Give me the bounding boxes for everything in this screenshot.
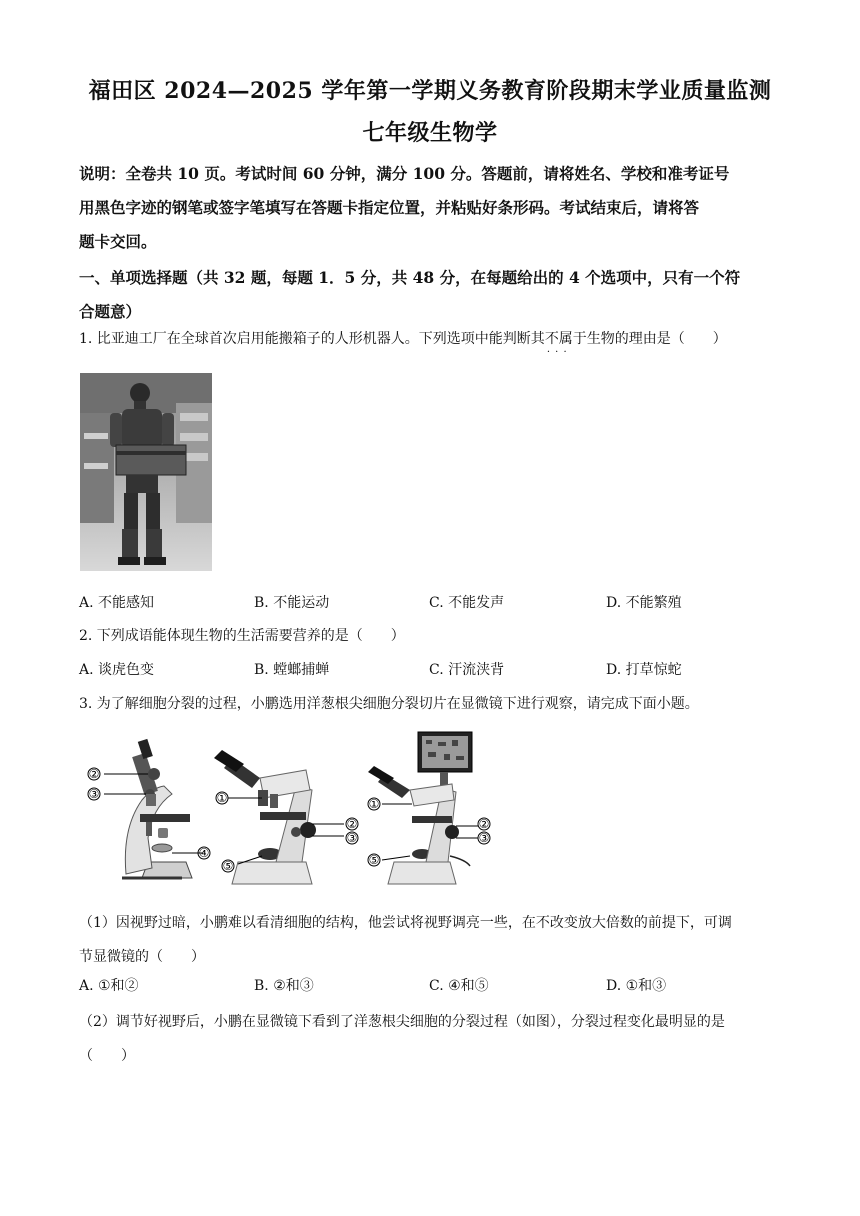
option-a[interactable]: A. 谈虎色变 [79, 662, 155, 678]
figure-label: ⑤ [368, 853, 380, 867]
option-a[interactable]: A. 不能感知 [79, 595, 155, 611]
question-1 [79, 328, 784, 350]
question-3: 3. 为了解细胞分裂的过程，小鹏选用洋葱根尖细胞分裂切片在显微镜下进行观察，请完成下面小题。 [79, 696, 699, 712]
instructions [79, 157, 784, 259]
section-heading-line: 一、单项选择题（共 32 题，每题 1．5 分，共 48 分，在每题给出的 4 个选项中，只有一个符 [79, 268, 741, 287]
figure-label: ② [478, 817, 490, 831]
option-c[interactable]: C. ④和⑤ [429, 978, 489, 994]
option-b[interactable]: B. ②和③ [254, 978, 314, 994]
option-c[interactable]: C. 不能发声 [429, 595, 505, 611]
question-text: 节显微镜的（ ） [79, 949, 205, 965]
question-1-options [79, 592, 784, 616]
instructions-line: 说明：全卷共 10 页。考试时间 60 分钟，满分 100 分。答题前，请将姓名、学校和准考证号 [79, 164, 730, 183]
instructions-line: 题卡交回。 [79, 232, 157, 251]
figure-label: ③ [346, 831, 358, 845]
section-heading-line: 合题意） [79, 302, 142, 321]
figure-label: ① [368, 797, 380, 811]
option-a[interactable]: A. ①和② [79, 978, 139, 994]
instructions-line: 用黑色字迹的钢笔或签字笔填写在答题卡指定位置，并粘贴好条形码。考试结束后，请将答 [79, 198, 700, 217]
question-2-options [79, 659, 784, 683]
microscope-1 [104, 739, 202, 878]
figure-label: ⑤ [222, 859, 234, 873]
exam-title: 福田区 2024—2025 学年第一学期义务教育阶段期末学业质量监测 [88, 78, 772, 104]
option-b[interactable]: B. 不能运动 [254, 595, 330, 611]
question-text: 生物的理由是（ ） [586, 331, 727, 347]
figure-label: ② [346, 817, 358, 831]
section-heading [79, 261, 784, 329]
microscope-figure [82, 728, 502, 888]
option-d[interactable]: D. 打草惊蛇 [606, 662, 682, 678]
option-c[interactable]: C. 汗流浃背 [429, 662, 505, 678]
figure-label: ③ [88, 787, 100, 801]
question-3-sub-2 [79, 1005, 784, 1073]
question-text: （2）调节好视野后，小鹏在显微镜下看到了洋葱根尖细胞的分裂过程（如图），分裂过程变化最明显的是 [79, 1014, 725, 1030]
option-b[interactable]: B. 螳螂捕蝉 [254, 662, 330, 678]
microscope-3 [368, 732, 478, 884]
emphasis-text: 不属于 · · · [545, 331, 587, 347]
question-text: （1）因视野过暗，小鹏难以看清细胞的结构，他尝试将视野调亮一些，在不改变放大倍数的前提下，可调 [79, 915, 732, 931]
exam-subject: 七年级生物学 [362, 120, 498, 146]
figure-label: ④ [198, 846, 210, 860]
figure-label: ② [88, 767, 100, 781]
question-2: 2. 下列成语能体现生物的生活需要营养的是（ ） [79, 628, 405, 644]
figure-label: ③ [478, 831, 490, 845]
option-d[interactable]: D. 不能繁殖 [606, 595, 682, 611]
question-text: （ ） [79, 1048, 135, 1064]
question-3-sub-1 [79, 906, 784, 974]
option-d[interactable]: D. ①和③ [606, 978, 667, 994]
question-3-sub-1-options [79, 975, 784, 999]
robot-photo [80, 373, 212, 571]
figure-label: ① [216, 791, 228, 805]
question-text: 1. 比亚迪工厂在全球首次启用能搬箱子的人形机器人。下列选项中能判断其 [79, 331, 545, 347]
